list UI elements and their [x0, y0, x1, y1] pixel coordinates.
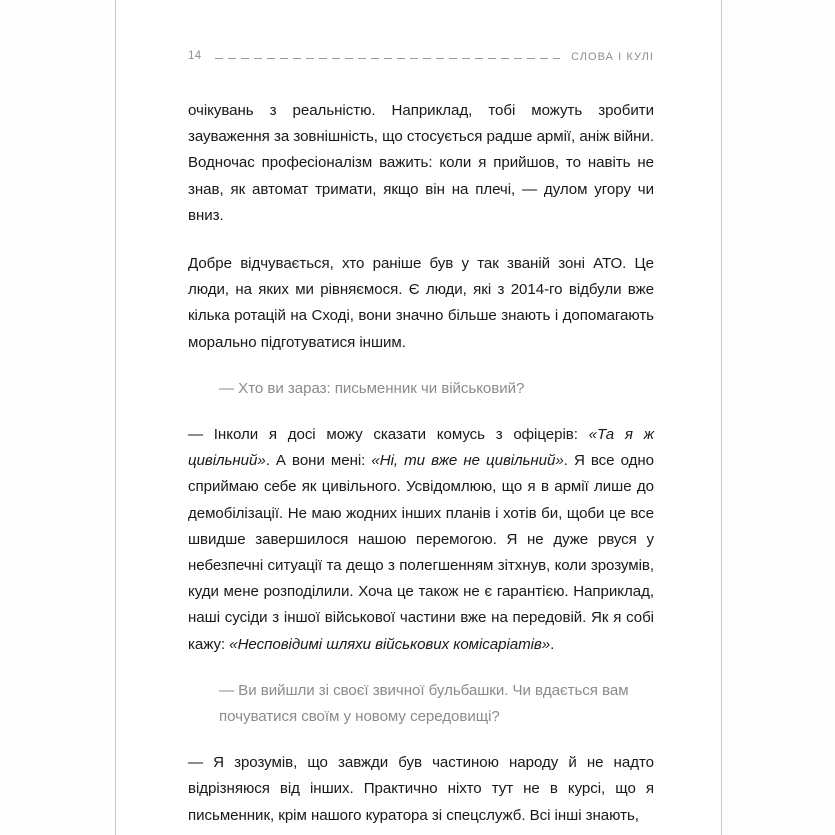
quoted-phrase: «Ні, ти вже не цивільний» [371, 452, 564, 470]
answer-text-part: . А вони мені: [265, 452, 372, 470]
quoted-phrase: «Та я ж цивільний» [188, 426, 654, 470]
body-paragraph: Добре відчувається, хто раніше був у так званій зоні АТО. Це люди, на яких ми рівняємося. Є люди, які з 2014-го відбули вже кілька ротацій на Сході, вони значно більше знають і допомагають морально підготуватися іншим. [188, 255, 654, 351]
answer-text-part: — Інколи я досі можу сказати комусь з офіцерів: [188, 426, 589, 444]
page-text-column [188, 48, 654, 829]
interview-question: — Хто ви зараз: письменник чи військовий? [219, 379, 525, 397]
running-head [188, 48, 654, 66]
quoted-phrase: «Несповідимі шляхи військових комісаріатів» [229, 635, 551, 653]
answer-text-part: . Я все одно сприймаю себе як цивільного. Усвідомлюю, що я в армії лише до демобілізації. Не маю жодних інших планів і хотів би, щоби це все швидше завершилося нашою перемогою. Я не дуже рвуся у небезпечні ситуації та дещо з полегшенням зітхнув, коли зрозумів, куди мене розподілили. Хоча це також не є гарантією. Наприклад, наші сусіди з іншої військової частини вже на передовій. Як я собі кажу: [188, 452, 654, 653]
answer-text-part: . [550, 635, 555, 653]
dashed-rule-icon [215, 58, 560, 59]
page-number: 14 [188, 50, 202, 63]
body-paragraph: очікувань з реальністю. Наприклад, тобі можуть зробити зауваження за зовнішність, що стосується радше армії, аніж війни. Водночас професіоналізм важить: коли я прийшов, то навіть не знав, як автомат тримати, якщо він на плечі, — дулом угору чи вниз. [188, 102, 654, 224]
book-page [116, 0, 721, 835]
interview-answer [188, 422, 654, 658]
interview-question: — Ви вийшли зі своєї звичної бульбашки. Чи вдається вам почуватися своїм у новому середовищі? [219, 681, 629, 726]
page-edge-right [721, 0, 722, 835]
interview-answer: — Я зрозумів, що завжди був частиною народу й не надто відрізняюся від інших. Практично ніхто тут не в курсі, що я письменник, крім нашого куратора зі спецслужб. Всі інші знають, [188, 754, 654, 824]
running-title: СЛОВА І КУЛІ [571, 50, 654, 63]
